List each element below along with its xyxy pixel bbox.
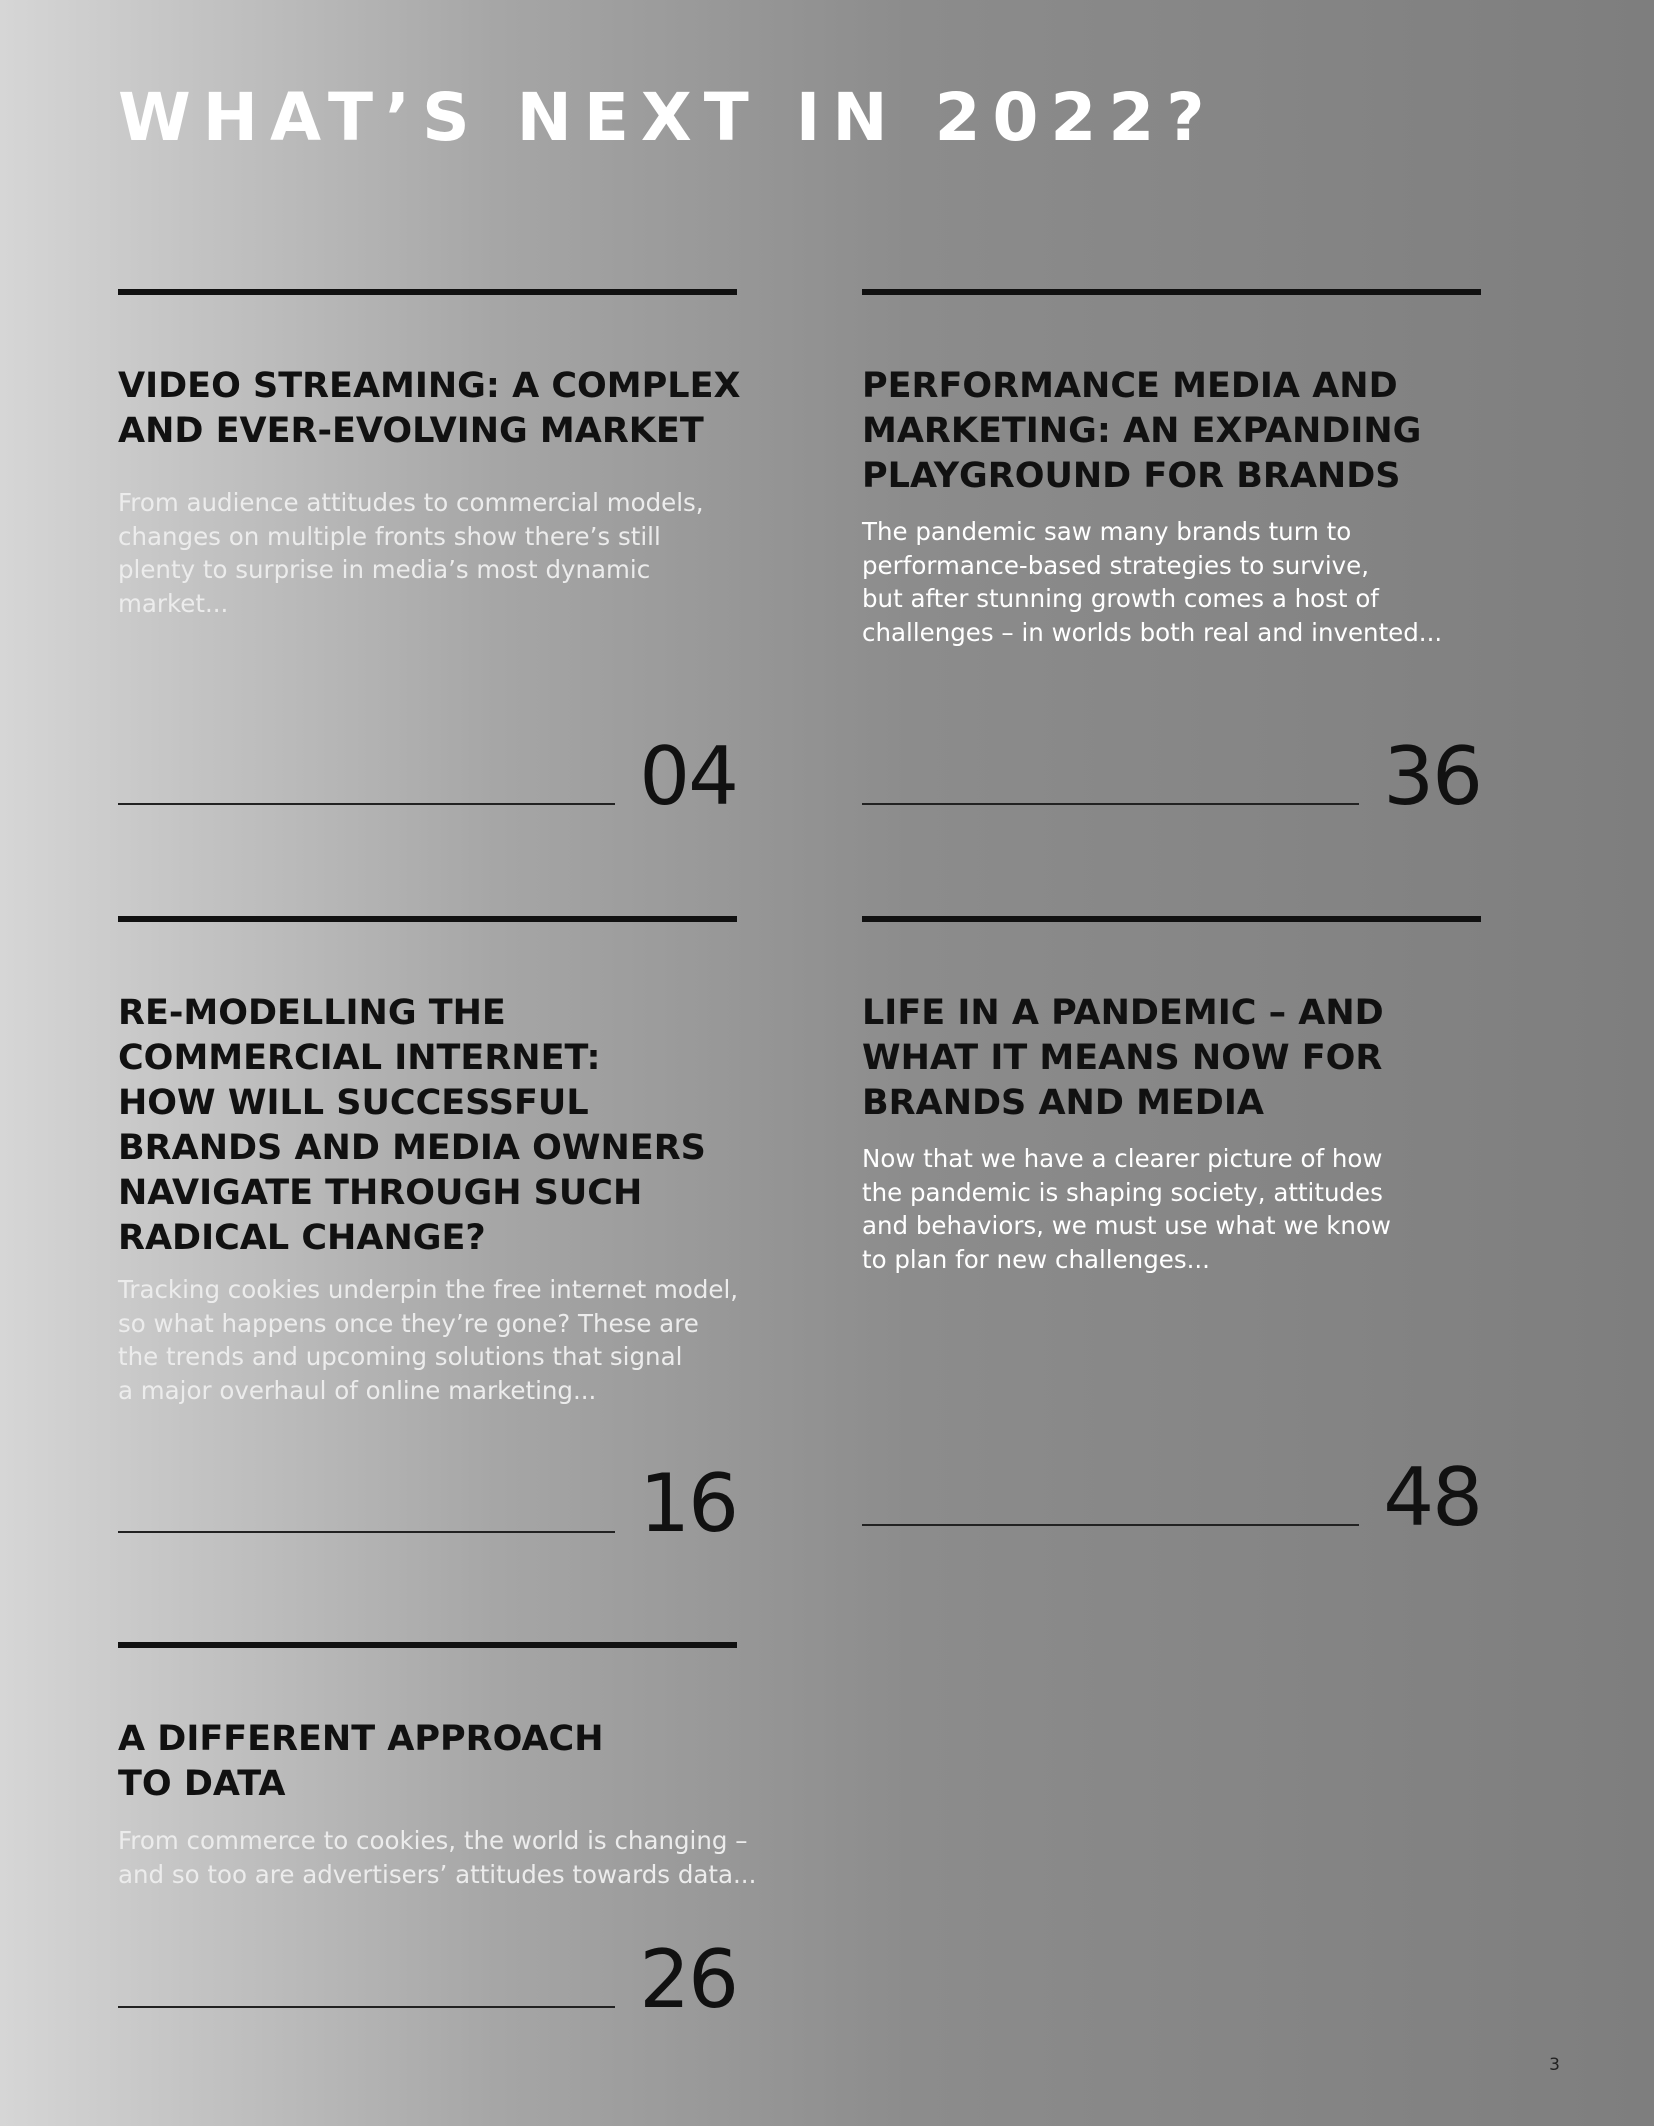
entry-heading: VIDEO STREAMING: A COMPLEX AND EVER-EVOLVING MARKET: [118, 366, 741, 451]
entry-top-rule: [118, 916, 737, 922]
entry-description: Tracking cookies underpin the free internet model, so what happens once they’re gone? These are the trends and upcoming solutions that signal a major overhaul of online marketing...: [118, 1275, 739, 1405]
contents-entry-performance-media[interactable]: [862, 289, 1481, 823]
page-number: 26: [639, 1933, 737, 2026]
contents-entry-commercial-internet[interactable]: [118, 916, 739, 1550]
page-number: 16: [639, 1457, 737, 1550]
page-number: 04: [639, 730, 737, 823]
entry-top-rule: [118, 289, 737, 295]
entry-description: The pandemic saw many brands turn to performance-based strategies to survive, but after stunning growth comes a host of challenges – in worlds both real and invented...: [862, 517, 1443, 647]
entry-heading: PERFORMANCE MEDIA AND MARKETING: AN EXPANDING PLAYGROUND FOR BRANDS: [862, 366, 1422, 496]
entry-heading: A DIFFERENT APPROACH TO DATA: [118, 1719, 604, 1804]
entry-description: From commerce to cookies, the world is changing – and so too are advertisers’ attitudes towards data...: [118, 1826, 757, 1889]
page-number: 36: [1383, 730, 1481, 823]
page-number-rule: [862, 1524, 1359, 1526]
entry-top-rule: [118, 1642, 737, 1648]
page-number-rule: [118, 2006, 615, 2008]
entry-top-rule: [862, 916, 1481, 922]
page-number-rule: [862, 803, 1359, 805]
contents-entry-life-in-a-pandemic[interactable]: [862, 916, 1481, 1544]
page-number: 48: [1383, 1451, 1481, 1544]
entry-heading: RE-MODELLING THE COMMERCIAL INTERNET: HOW WILL SUCCESSFUL BRANDS AND MEDIA OWNERS NAVIGATE THROUGH SUCH RADICAL CHANGE?: [118, 993, 706, 1258]
folio-page-number: 3: [1549, 2055, 1560, 2075]
entry-description: Now that we have a clearer picture of how the pandemic is shaping society, attitudes and behaviors, we must use what we know to plan for new challenges...: [862, 1144, 1391, 1274]
entry-top-rule: [862, 289, 1481, 295]
contents-entry-video-streaming[interactable]: [118, 289, 741, 823]
contents-entry-approach-to-data[interactable]: [118, 1642, 757, 2026]
page-number-rule: [118, 803, 615, 805]
page-title: WHAT’S NEXT IN 2022?: [118, 79, 1217, 156]
entry-heading: LIFE IN A PANDEMIC – AND WHAT IT MEANS NOW FOR BRANDS AND MEDIA: [862, 993, 1384, 1123]
entry-description: From audience attitudes to commercial models, changes on multiple fronts show there’s still plenty to surprise in media’s most dynamic market...: [118, 488, 704, 618]
page-number-rule: [118, 1531, 615, 1533]
